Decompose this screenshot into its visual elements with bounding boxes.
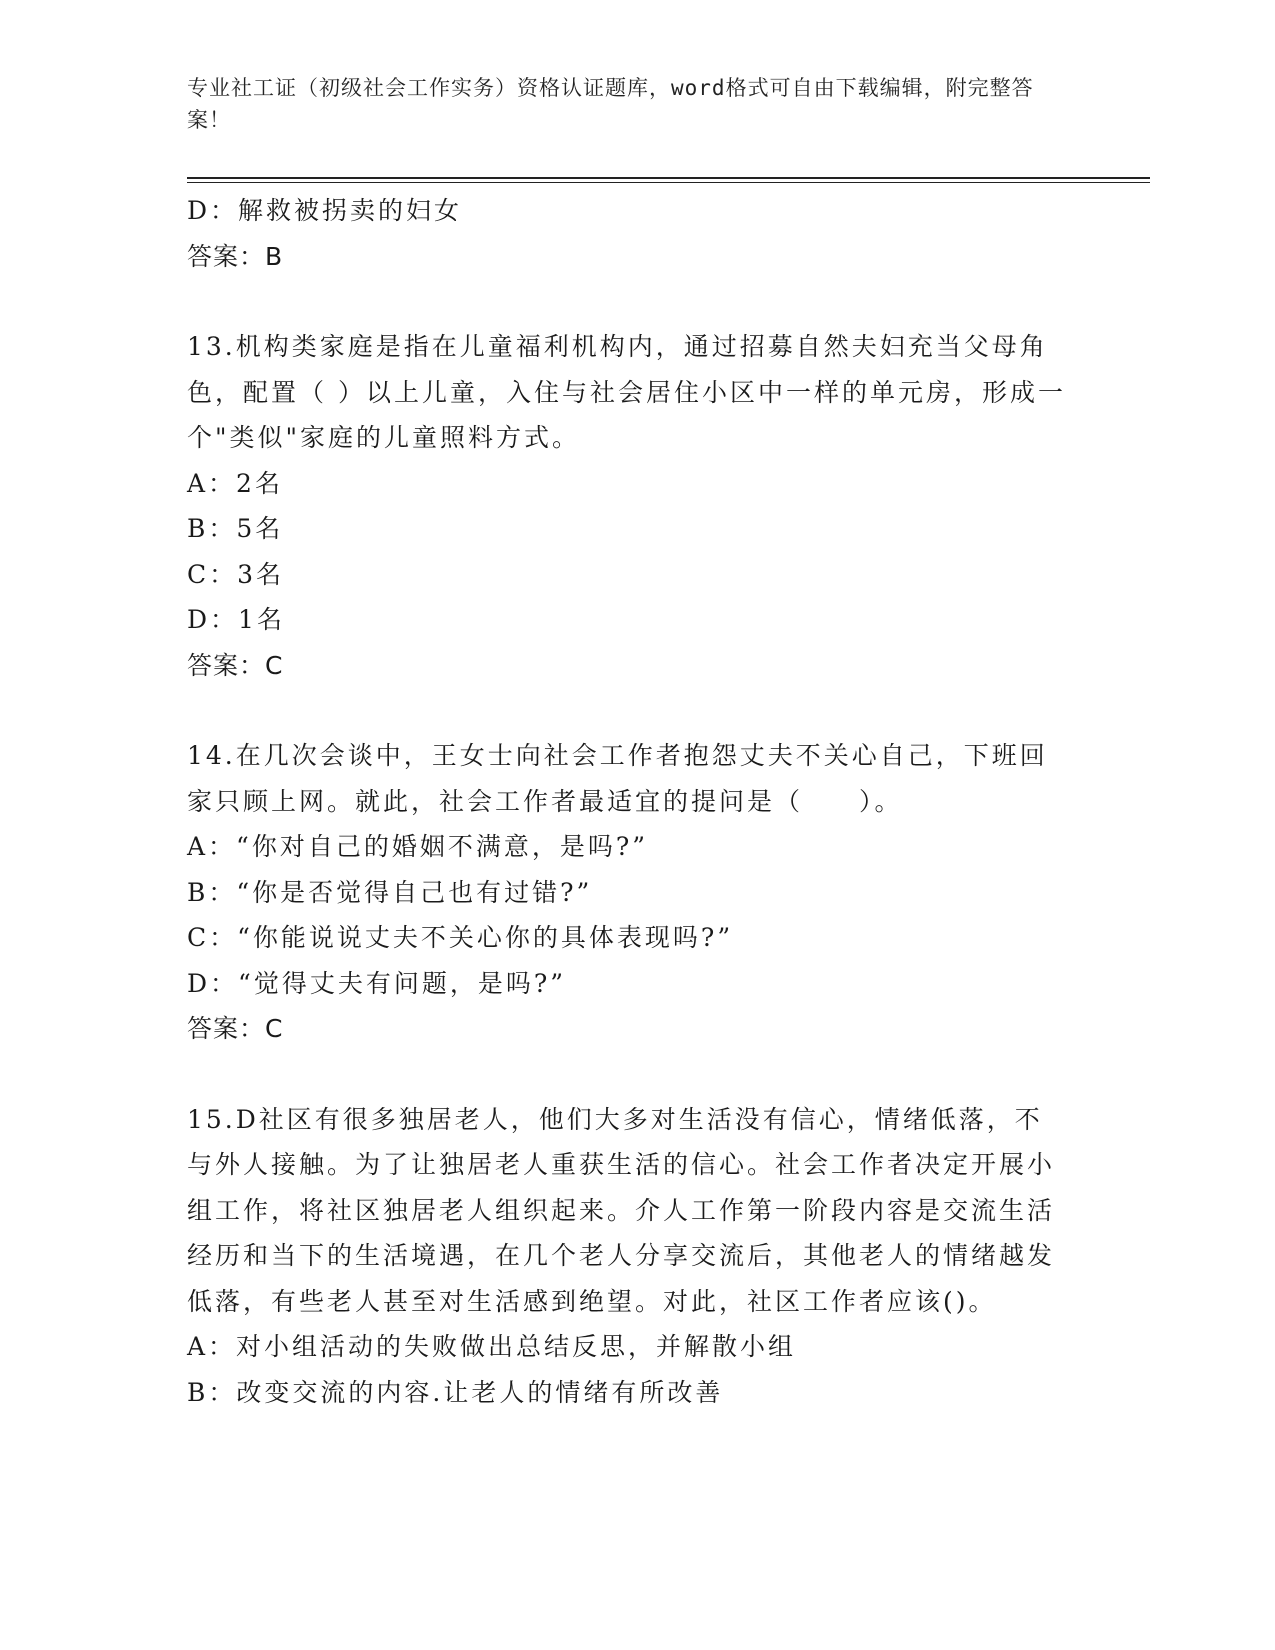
q14-stem: 14.在几次会谈中，王女士向社会工作者抱怨丈夫不关心自己，下班回家只顾上网。就此，社会工作者最适宜的提问是（ ）。 — [187, 741, 1048, 816]
q13-stem: 13.机构类家庭是指在儿童福利机构内，通过招募自然夫妇充当父母角色，配置（ ）以上儿童，入住与社会居住小区中一样的单元房，形成一个"类似"家庭的儿童照料方式。 — [187, 332, 1066, 452]
q13-option-c: C：3名 — [187, 559, 285, 589]
q15-option-a: A：对小组活动的失败做出总结反思，并解散小组 — [187, 1332, 797, 1361]
q15-option-b: B：改变交流的内容.让老人的情绪有所改善 — [187, 1377, 724, 1407]
q13-option-d: D：1名 — [187, 605, 285, 634]
header-rule-thin — [187, 182, 1150, 183]
question-content — [187, 188, 1067, 1415]
q13-answer: 答案：C — [187, 650, 284, 680]
q14-option-d: D：“觉得丈夫有问题，是吗?” — [187, 968, 567, 998]
document-header: 专业社工证（初级社会工作实务）资格认证题库，word格式可自由下载编辑，附完整答案！ — [187, 76, 1034, 132]
q14-option-a: A：“你对自己的婚姻不满意，是吗?” — [187, 832, 649, 861]
q13-option-b: B：5名 — [187, 514, 284, 543]
prev-option-d: D：解救被拐卖的妇女 — [187, 196, 463, 225]
q14-answer: 答案：C — [187, 1014, 284, 1043]
header-rule-thick — [187, 177, 1150, 179]
q15-stem: 15.D社区有很多独居老人，他们大多对生活没有信心，情绪低落，不与外人接触。为了让独居老人重获生活的信心。社会工作者决定开展小组工作，将社区独居老人组织起来。介人工作第一阶段内容是交流生活经历和当下的生活境遇，在几个老人分享交流后，其他老人的情绪越发低落，有些老人甚至对生活感到绝望。对此，社区工作者应该()。 — [187, 1104, 1056, 1316]
q13-option-a: A：2名 — [187, 468, 283, 498]
q14-option-b: B：“你是否觉得自己也有过错?” — [187, 877, 593, 907]
prev-answer: 答案：B — [187, 241, 284, 271]
q14-option-c: C：“你能说说丈夫不关心你的具体表现吗?” — [187, 923, 734, 952]
